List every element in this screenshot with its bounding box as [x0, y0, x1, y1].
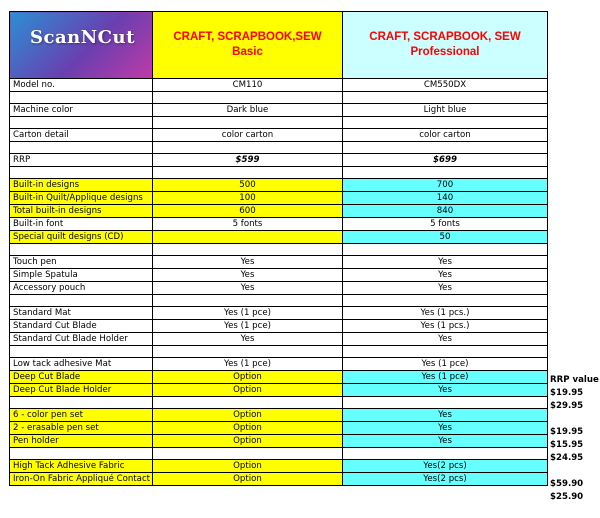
pro-value: Yes (1 pce)	[343, 358, 548, 371]
pro-value: 140	[343, 192, 548, 205]
pro-value: Yes (1 pce)	[343, 371, 548, 384]
rrp-hightack: $59.90	[550, 479, 584, 489]
pro-value: color carton	[343, 129, 548, 142]
pro-value: Yes(2 pcs)	[343, 473, 548, 486]
table-row	[10, 409, 548, 422]
scanncut-logo: ScanNCut	[30, 27, 135, 48]
basic-value: Option	[153, 435, 343, 448]
table-row	[10, 179, 548, 192]
row-label: Machine color	[10, 104, 153, 117]
row-label: High Tack Adhesive Fabric	[10, 460, 153, 473]
pro-title-line2: Professional	[410, 46, 480, 58]
pro-value: Yes (1 pcs.)	[343, 307, 548, 320]
row-label: RRP	[10, 154, 153, 167]
row-label: Deep Cut Blade	[10, 371, 153, 384]
basic-value: Option	[153, 371, 343, 384]
basic-value: Option	[153, 384, 343, 397]
basic-value: Yes	[153, 333, 343, 346]
rrp-value-header: RRP value	[550, 375, 599, 385]
basic-value: 5 fonts	[153, 218, 343, 231]
rrp-deep-holder: $29.95	[550, 401, 584, 411]
row-label: 2 - erasable pen set	[10, 422, 153, 435]
row-label: Special quilt designs (CD)	[10, 231, 153, 244]
pro-value: 50	[343, 231, 548, 244]
basic-value: 100	[153, 192, 343, 205]
basic-value: Option	[153, 460, 343, 473]
table-row	[10, 282, 548, 295]
rrp-penholder: $24.95	[550, 453, 584, 463]
table-row	[10, 422, 548, 435]
row-label: Iron-On Fabric Appliqué Contact	[10, 473, 153, 486]
comparison-table	[9, 11, 548, 486]
row-label: Accessory pouch	[10, 282, 153, 295]
comparison-sheet	[9, 11, 547, 486]
table-row	[10, 320, 548, 333]
rrp-pen6: $19.95	[550, 427, 584, 437]
pro-value: Yes(2 pcs)	[343, 460, 548, 473]
pro-value: 5 fonts	[343, 218, 548, 231]
basic-value: Option	[153, 409, 343, 422]
table-row	[10, 371, 548, 384]
table-row	[10, 307, 548, 320]
row-label: Built-in font	[10, 218, 153, 231]
table-row	[10, 460, 548, 473]
row-label: Low tack adhesive Mat	[10, 358, 153, 371]
table-row	[10, 154, 548, 167]
logo-cell	[10, 12, 153, 79]
table-row	[10, 205, 548, 218]
rrp-ironon: $25.90	[550, 492, 584, 502]
table-row	[10, 435, 548, 448]
basic-value: color carton	[153, 129, 343, 142]
table-row	[10, 79, 548, 92]
basic-value	[153, 231, 343, 244]
table-row	[10, 358, 548, 371]
basic-value: 600	[153, 205, 343, 218]
table-row	[10, 256, 548, 269]
rrp-pen2: $15.95	[550, 440, 584, 450]
table-row	[10, 129, 548, 142]
pro-value: 840	[343, 205, 548, 218]
pro-header	[343, 12, 548, 79]
pro-value: Yes	[343, 384, 548, 397]
row-label: Built-in designs	[10, 179, 153, 192]
table-row	[10, 218, 548, 231]
basic-title-line1: CRAFT, SCRAPBOOK,SEW	[173, 31, 322, 43]
pro-value: Yes	[343, 282, 548, 295]
basic-value: Dark blue	[153, 104, 343, 117]
pro-value: Yes (1 pcs.)	[343, 320, 548, 333]
row-label: Pen holder	[10, 435, 153, 448]
row-label: Standard Cut Blade	[10, 320, 153, 333]
row-label: Deep Cut Blade Holder	[10, 384, 153, 397]
basic-value: Yes (1 pce)	[153, 307, 343, 320]
basic-value: Yes (1 pce)	[153, 358, 343, 371]
pro-value: Light blue	[343, 104, 548, 117]
pro-value: CM550DX	[343, 79, 548, 92]
basic-header	[153, 12, 343, 79]
basic-value: Option	[153, 422, 343, 435]
pro-value: Yes	[343, 435, 548, 448]
pro-value: Yes	[343, 422, 548, 435]
row-label: Simple Spatula	[10, 269, 153, 282]
basic-value: $599	[153, 154, 343, 167]
basic-value: 500	[153, 179, 343, 192]
row-label: Standard Cut Blade Holder	[10, 333, 153, 346]
basic-value: Yes	[153, 269, 343, 282]
basic-value: Yes	[153, 256, 343, 269]
table-row	[10, 192, 548, 205]
row-label: Total built-in designs	[10, 205, 153, 218]
pro-value: $699	[343, 154, 548, 167]
basic-value: Yes	[153, 282, 343, 295]
basic-value: Option	[153, 473, 343, 486]
row-label: Model no.	[10, 79, 153, 92]
pro-value: 700	[343, 179, 548, 192]
pro-value: Yes	[343, 409, 548, 422]
row-label: 6 - color pen set	[10, 409, 153, 422]
pro-value: Yes	[343, 269, 548, 282]
table-row	[10, 231, 548, 244]
table-row	[10, 473, 548, 486]
row-label: Built-in Quilt/Applique designs	[10, 192, 153, 205]
pro-title-line1: CRAFT, SCRAPBOOK, SEW	[369, 31, 521, 43]
basic-value: CM110	[153, 79, 343, 92]
rrp-deep-blade: $19.95	[550, 388, 584, 398]
table-row	[10, 384, 548, 397]
pro-value: Yes	[343, 256, 548, 269]
row-label: Carton detail	[10, 129, 153, 142]
pro-value: Yes	[343, 333, 548, 346]
header-row	[10, 12, 548, 79]
basic-title-line2: Basic	[232, 46, 263, 58]
row-label: Standard Mat	[10, 307, 153, 320]
basic-value: Yes (1 pce)	[153, 320, 343, 333]
row-label: Touch pen	[10, 256, 153, 269]
table-row	[10, 333, 548, 346]
table-row	[10, 104, 548, 117]
table-row	[10, 269, 548, 282]
